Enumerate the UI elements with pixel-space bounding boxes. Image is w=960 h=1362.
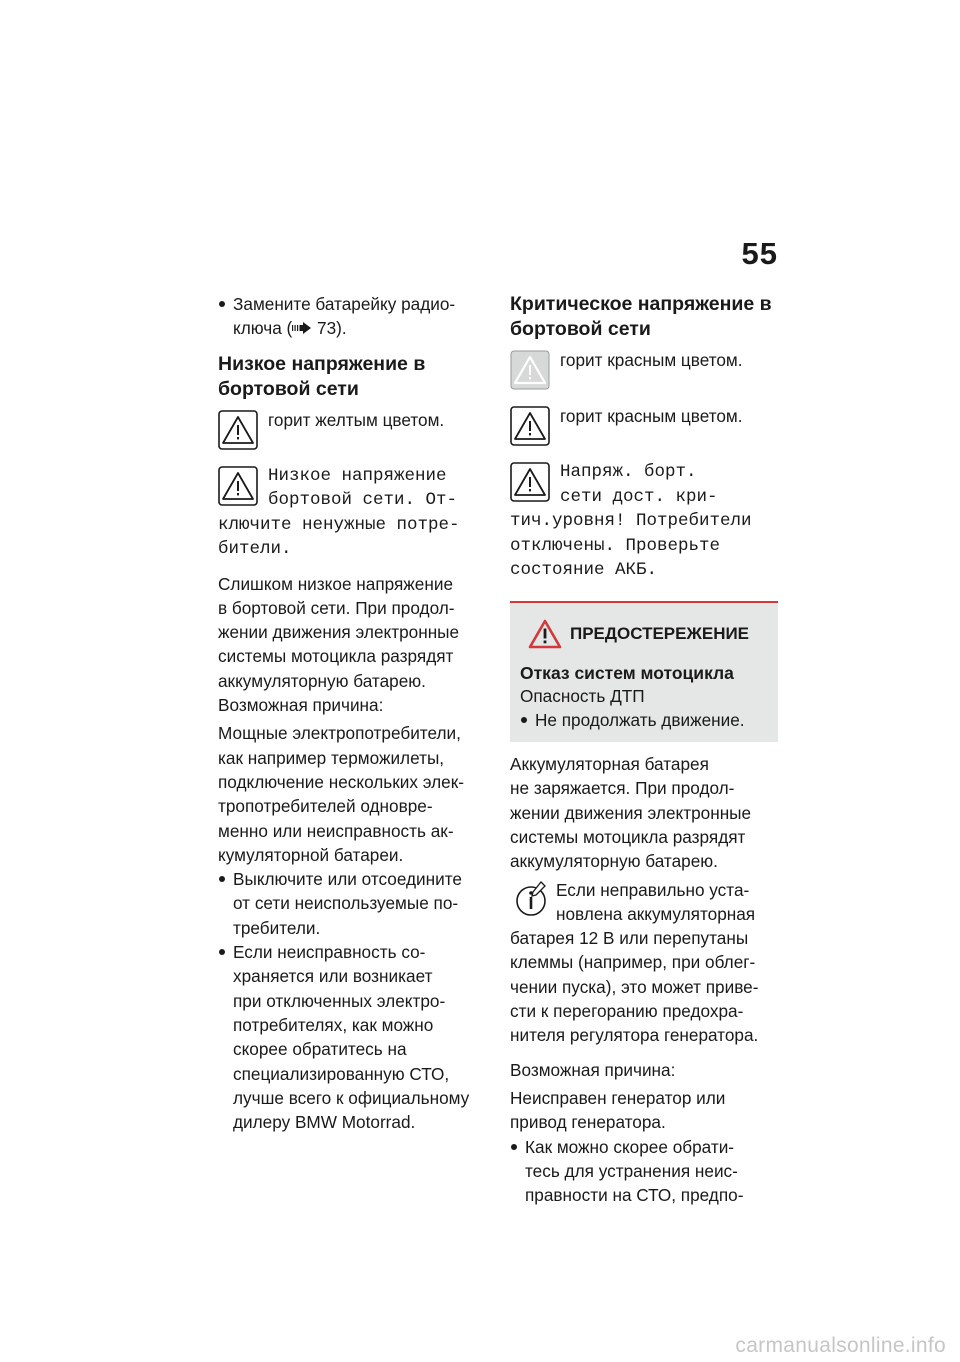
bullet-dot: [219, 301, 225, 307]
left-column: [218, 292, 486, 1134]
warning-triangle-filled-icon: [510, 350, 550, 390]
possible-cause-label: Возможная причина:: [218, 695, 384, 716]
info-hint: Если неправильно уста- новлена аккумуляторная батарея 12 В или перепутаны клеммы (например, при облег- чении пуска), это может приве- сти к перегоранию предохра- нителя регулятора генератора.: [510, 879, 759, 1046]
bullet-contact-service-right: Как можно скорее обрати- тесь для устранения неис- правности на СТО, предпо-: [510, 1135, 778, 1208]
paragraph-not-charging: Аккумуляторная батарея не заряжается. При продол- жении движения электронные системы мотоцикла разрядят аккумуляторную батарею.: [510, 754, 752, 872]
warning-subtitle: Отказ систем мотоцикла: [520, 662, 734, 683]
watermark: carmanualsonline.info: [735, 1334, 946, 1357]
arrow-reference-icon: [292, 322, 312, 334]
paragraph-causes: Мощные электропотребители, как например терможилеты, подключение нескольких элек- тропотребителей одновре- менно или неисправность ак- кумуляторной батареи.: [218, 723, 464, 865]
warning-title: ПРЕДОСТЕРЕЖЕНИЕ: [528, 619, 768, 649]
warning-triangle-outline-icon: [510, 406, 550, 446]
page-number: 55: [741, 236, 778, 271]
bullet-dot: [219, 876, 225, 882]
paragraph-generator: Неисправен генератор или привод генератора.: [510, 1087, 726, 1133]
bullet-dot: [511, 1144, 517, 1150]
bullet-dot: [219, 949, 225, 955]
bullet-replace-battery: Замените батарейку радио- ключа ( 73).: [218, 292, 486, 341]
bullet-switch-off-consumers: Выключите или отсоедините от сети неиспользуемые по- требители.: [218, 867, 486, 940]
symbol-yellow-block: горит желтым цветом.: [218, 408, 486, 450]
possible-cause-label: Возможная причина:: [510, 1059, 676, 1080]
bullet-dot: [521, 717, 527, 723]
warning-triangle-outline-icon: [510, 462, 550, 502]
right-column: [510, 292, 778, 1207]
heading-low-voltage: Низкое напряжение в бортовой сети: [218, 352, 426, 400]
warning-text: Опасность ДТП: [520, 685, 645, 706]
paragraph-low-voltage: Слишком низкое напряжение в бортовой сети. При продол- жении движения электронные системы мотоцикла разрядят аккумуляторную батарею.: [218, 573, 460, 691]
symbol-red-filled-block: горит красным цветом.: [510, 348, 778, 390]
warning-triangle-outline-icon: [218, 466, 258, 506]
warning-box: [510, 601, 778, 743]
warning-red-triangle-icon: [528, 619, 562, 649]
info-pencil-icon: [514, 880, 548, 920]
display-message-low-voltage: Низкое напряжение бортовой сети. От- ключите ненужные потре- бители.: [218, 465, 460, 560]
warning-bullet: Не продолжать движение.: [520, 708, 768, 732]
warning-triangle-outline-icon: [218, 410, 258, 450]
symbol-red-outline-block: горит красным цветом.: [510, 404, 778, 446]
bullet-contact-service: Если неисправность со- храняется или возникает при отключенных электро- потребителях, как можно скорее обратитесь на специализированную СТО, лучше всего к официальному дилеру BMW Motorrad.: [218, 940, 486, 1134]
display-message-critical-voltage: Напряж. борт. сети дост. кри- тич.уровня! Потребители отключены. Проверьте состояние АКБ.: [510, 462, 752, 580]
heading-critical-voltage: Критическое напряжение в бортовой сети: [510, 293, 772, 340]
